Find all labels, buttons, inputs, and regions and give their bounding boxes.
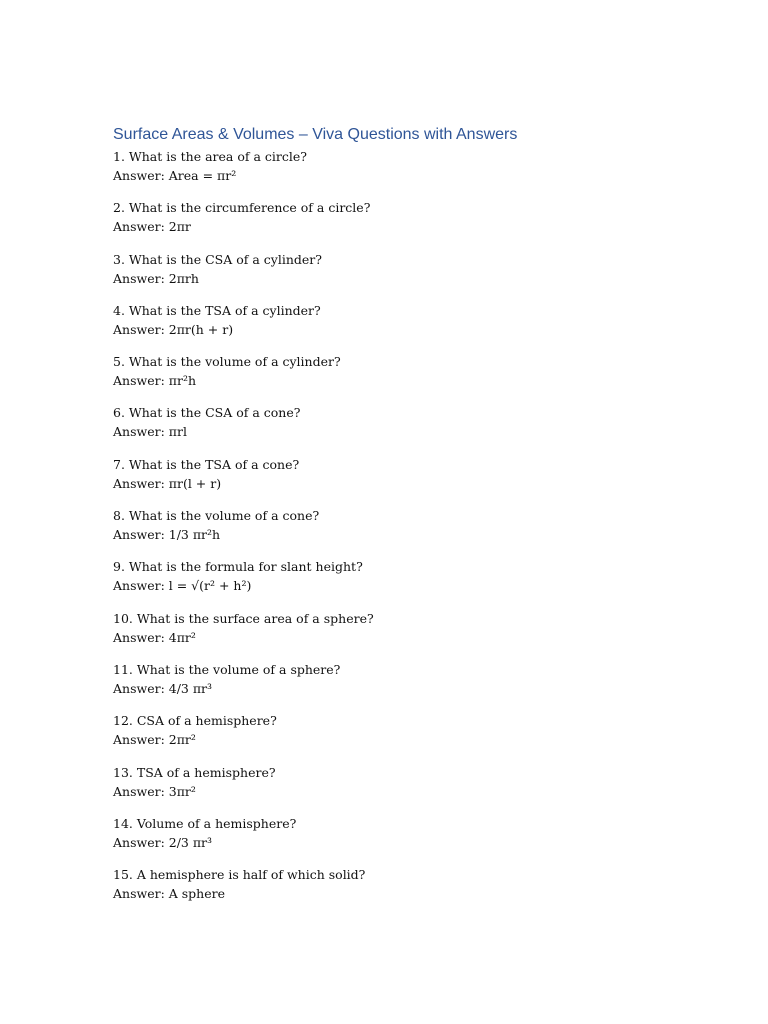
qa-item <box>113 455 673 506</box>
question-text: 13. TSA of a hemisphere? <box>113 764 276 780</box>
answer-text: Answer: 2πr² <box>113 732 196 748</box>
question-text: 11. What is the volume of a sphere? <box>113 661 341 677</box>
qa-item <box>113 147 673 198</box>
qa-item <box>113 711 673 762</box>
answer-text: Answer: πr(l + r) <box>113 475 222 491</box>
qa-item <box>113 814 673 865</box>
qa-item <box>113 301 673 352</box>
document-title: Surface Areas & Volumes – Viva Questions with Answers <box>113 126 518 143</box>
question-text: 2. What is the circumference of a circle? <box>113 200 371 216</box>
question-text: 3. What is the CSA of a cylinder? <box>113 251 322 267</box>
question-text: 6. What is the CSA of a cone? <box>113 405 301 421</box>
qa-item <box>113 250 673 301</box>
question-text: 14. Volume of a hemisphere? <box>113 815 297 831</box>
answer-text: Answer: l = √(r² + h²) <box>113 578 252 594</box>
question-text: 4. What is the TSA of a cylinder? <box>113 302 321 318</box>
qa-item <box>113 609 673 660</box>
qa-item <box>113 557 673 608</box>
qa-item <box>113 865 673 916</box>
question-text: 7. What is the TSA of a cone? <box>113 456 300 472</box>
document-page <box>113 124 673 916</box>
question-text: 15. A hemisphere is half of which solid? <box>113 867 366 883</box>
qa-item <box>113 403 673 454</box>
qa-item <box>113 506 673 557</box>
answer-text: Answer: 4/3 πr³ <box>113 680 213 696</box>
question-text: 1. What is the area of a circle? <box>113 149 307 164</box>
question-text: 9. What is the formula for slant height? <box>113 559 363 575</box>
answer-text: Answer: 4πr² <box>113 629 196 645</box>
answer-text: Answer: 2πr(h + r) <box>113 321 234 337</box>
answer-text: Answer: 2πr <box>113 219 191 235</box>
answer-text: Answer: A sphere <box>113 886 225 902</box>
answer-text: Answer: πr²h <box>113 373 197 389</box>
question-text: 8. What is the volume of a cone? <box>113 508 320 524</box>
qa-item <box>113 660 673 711</box>
answer-text: Answer: 1/3 πr²h <box>113 527 221 543</box>
answer-text: Answer: 2/3 πr³ <box>113 834 213 850</box>
question-text: 12. CSA of a hemisphere? <box>113 713 277 729</box>
qa-item <box>113 763 673 814</box>
answer-text: Answer: 3πr² <box>113 783 196 799</box>
answer-text: Answer: Area = πr² <box>113 168 237 183</box>
answer-text: Answer: πrl <box>113 424 187 440</box>
qa-item <box>113 352 673 403</box>
qa-item <box>113 198 673 249</box>
question-text: 10. What is the surface area of a sphere? <box>113 610 374 626</box>
question-text: 5. What is the volume of a cylinder? <box>113 354 341 370</box>
answer-text: Answer: 2πrh <box>113 270 199 286</box>
